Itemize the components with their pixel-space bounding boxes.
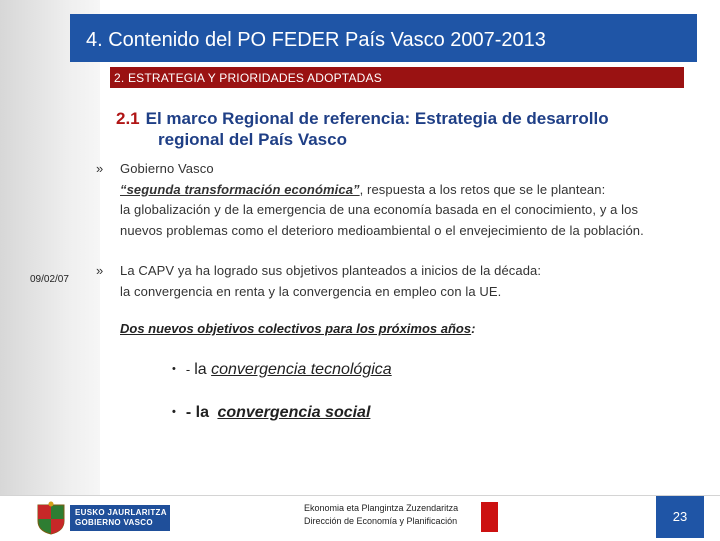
bullet-line: La CAPV ya ha logrado sus objetivos planteados a inicios de la década:: [120, 263, 542, 278]
footer-department-text: [304, 502, 458, 528]
gobierno-vasco-logo: [36, 500, 174, 536]
section-heading-bar: [110, 67, 684, 88]
subsection-title-line1: El marco Regional de referencia: Estrategia de desarrollo: [145, 109, 609, 128]
bullet-dot-icon: •: [172, 406, 176, 418]
slide-title: 4. Contenido del PO FEDER País Vasco 2007-2013: [86, 29, 546, 51]
section-heading: 2. ESTRATEGIA Y PRIORIDADES ADOPTADAS: [114, 71, 382, 85]
bullet-marker-icon: »: [96, 161, 104, 176]
subsection-title-line2: regional del País Vasco: [158, 130, 347, 149]
page-number: 23: [672, 509, 688, 524]
bullet-line: nuevos problemas como el deterioro medioambiental o el envejecimiento de la población.: [120, 222, 644, 238]
footer-text-basque: Ekonomia eta Plangintza Zuzendaritza: [304, 503, 459, 513]
objective-term: convergencia tecnológica: [211, 361, 392, 378]
objective-item-social: • - la convergencia social: [172, 404, 371, 421]
objective-term: convergencia social: [217, 404, 371, 421]
subsection-number: 2.1: [116, 109, 140, 128]
emphasized-phrase: “segunda transformación económica”: [120, 181, 360, 197]
slide-date: 09/02/07: [30, 274, 69, 285]
footer-red-block: [481, 502, 498, 532]
bullet-line: Gobierno Vasco: [120, 161, 214, 176]
bullet-item: [96, 159, 644, 241]
left-decorative-strip: [0, 0, 100, 495]
bullet-line: la globalización y de la emergencia de una economía basada en el conocimiento, y a los: [120, 202, 639, 217]
subsection-title: [116, 108, 696, 150]
footer-text-spanish: Dirección de Economía y Planificación: [304, 516, 458, 526]
bullet-line: la convergencia en renta y la convergencia en empleo con la UE.: [120, 283, 502, 299]
slide-title-bar: [70, 14, 697, 62]
bullet-line: “segunda transformación económica”, respuesta a los retos que se le plantean:: [120, 181, 606, 197]
bullet-dot-icon: •: [172, 363, 176, 375]
objective-item-technological: • - la convergencia tecnológica: [172, 361, 392, 378]
objectives-heading: Dos nuevos objetivos colectivos para los próximos años:: [120, 321, 476, 336]
page-number-box: [656, 496, 704, 538]
coat-of-arms-icon: [36, 501, 66, 535]
bullet-item: [96, 261, 541, 302]
logo-plate: EUSKO JAURLARITZA GOBIERNO VASCO: [70, 505, 170, 531]
bullet-marker-icon: »: [96, 263, 104, 278]
